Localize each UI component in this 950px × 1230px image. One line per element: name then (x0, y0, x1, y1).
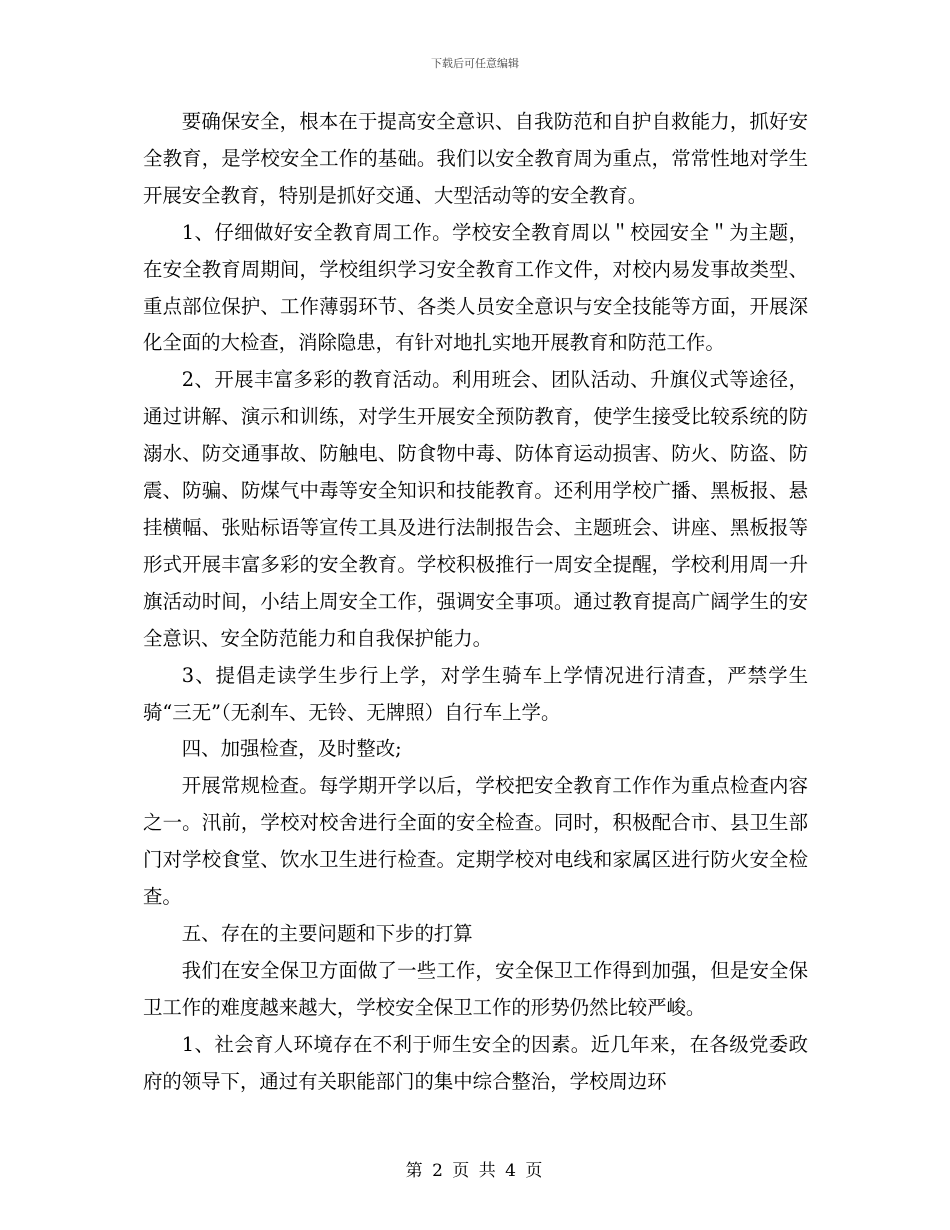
section-heading: 五、存在的主要问题和下步的打算 (181, 921, 473, 945)
paragraph: 我们在安全保卫方面做了一些工作，安全保卫工作得到加强，但是安全保卫工作的难度越来越大，学校安全保卫工作的形势仍然比较严峻。 (143, 958, 808, 1019)
paragraph: 3、提倡走读学生步行上学，对学生骑车上学情况进行清查，严禁学生骑“三无”（无刹车、无铃、无牌照）自行车上学。 (143, 663, 808, 724)
paragraph: 1、社会育人环境存在不利于师生安全的因素。近几年来，在各级党委政府的领导下，通过有关职能部门的集中综合整治，学校周边环 (143, 1032, 808, 1093)
paragraph: 要确保安全，根本在于提高安全意识、自我防范和自护自救能力，抓好安全教育，是学校安全工作的基础。我们以安全教育周为重点，常常性地对学生开展安全教育，特别是抓好交通、大型活动等的安全教育。 (143, 110, 808, 207)
paragraph: 开展常规检查。每学期开学以后，学校把安全教育工作作为重点检查内容之一。汛前，学校对校舍进行全面的安全检查。同时，积极配合市、县卫生部门对学校食堂、饮水卫生进行检查。定期学校对电线和家属区进行防火安全检查。 (143, 774, 808, 909)
paragraph: 1、仔细做好安全教育周工作。学校安全教育周以＂校园安全＂为主题，在安全教育周期间，学校组织学习安全教育工作文件，对校内易发事故类型、重点部位保护、工作薄弱环节、各类人员安全意识与安全技能等方面，开展深化全面的大检查，消除隐患，有针对地扎实地开展教育和防范工作。 (143, 220, 808, 355)
page-number: 第 2 页 共 4 页 (405, 1161, 545, 1181)
document-body (143, 104, 808, 1100)
section-heading: 四、加强检查，及时整改; (181, 737, 402, 761)
page-header: 下载后可任意编辑 (431, 57, 519, 70)
paragraph: 2、开展丰富多彩的教育活动。利用班会、团队活动、升旗仪式等途径，通过讲解、演示和训练，对学生开展安全预防教育，使学生接受比较系统的防溺水、防交通事故、防触电、防食物中毒、防体育运动损害、防火、防盗、防震、防骗、防煤气中毒等安全知识和技能教育。还利用学校广播、黑板报、悬挂横幅、张贴标语等宣传工具及进行法制报告会、主题班会、讲座、黑板报等形式开展丰富多彩的安全教育。学校积极推行一周安全提醒，学校利用周一升旗活动时间，小结上周安全工作，强调安全事项。通过教育提高广阔学生的安全意识、安全防范能力和自我保护能力。 (143, 368, 808, 650)
